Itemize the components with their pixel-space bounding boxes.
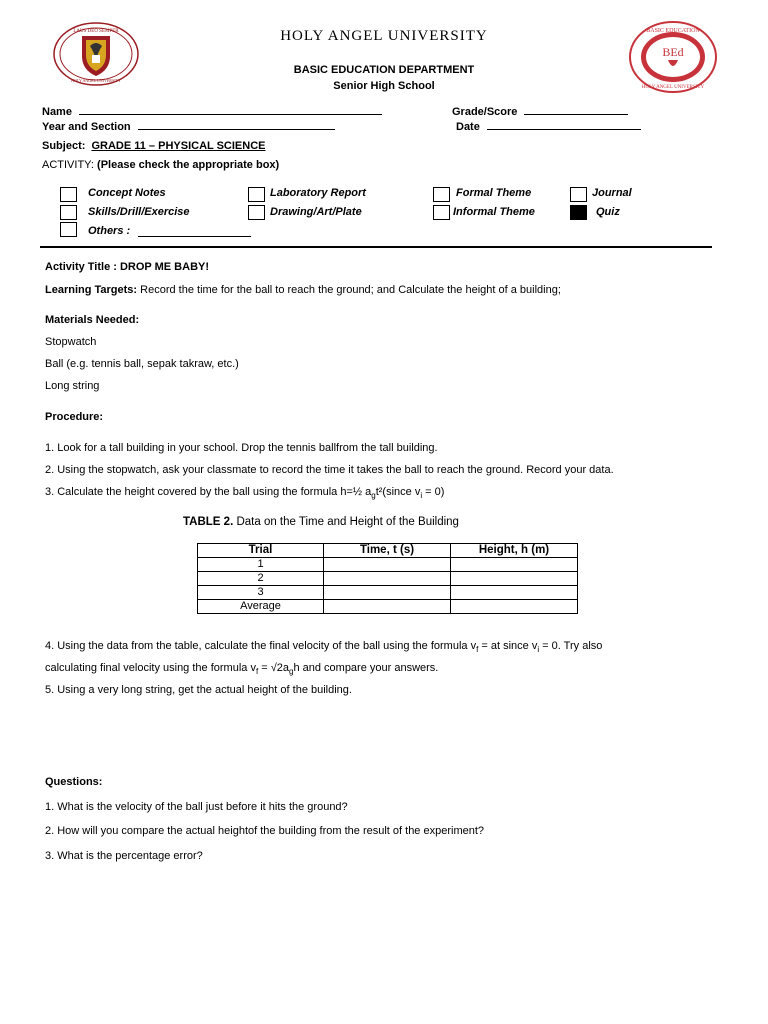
table-caption: [183, 516, 459, 528]
others-label: Others :: [88, 225, 131, 237]
logo-mark-text: BEd: [662, 45, 684, 59]
name-row: [42, 103, 382, 118]
grade-field[interactable]: [524, 103, 628, 115]
subject-label: Subject:: [42, 140, 86, 152]
step-3-end: = 0): [422, 486, 445, 498]
learning-targets: [45, 284, 561, 296]
formal-theme-checkbox[interactable]: [433, 187, 450, 202]
logo-top-text: BASIC EDUCATION: [646, 28, 700, 34]
name-field[interactable]: [79, 103, 382, 115]
table-row: [198, 558, 578, 572]
seal-name-text: HOLY ANGEL UNIVERSITY: [71, 78, 121, 83]
laboratory-report-label: Laboratory Report: [270, 187, 366, 199]
question-item: 3. What is the percentage error?: [45, 850, 203, 862]
step-3-sub2: i: [420, 491, 423, 501]
logo-bottom-text: HOLY ANGEL UNIVERSITY: [641, 85, 705, 90]
procedure-step-2: 2. Using the stopwatch, ask your classmate to record the time it takes the ball to reach the ground. Record your data.: [45, 464, 614, 476]
material-item: Stopwatch: [45, 336, 97, 348]
activity-label: ACTIVITY:: [42, 159, 94, 171]
material-item: Ball (e.g. tennis ball, sepak takraw, etc.): [45, 358, 239, 370]
table-cell: Average: [198, 600, 324, 614]
procedure-label: Procedure:: [45, 411, 104, 423]
drawing-checkbox[interactable]: [248, 205, 265, 220]
others-checkbox[interactable]: [60, 222, 77, 237]
table-caption-text: Data on the Time and Height of the Building: [233, 516, 459, 528]
grade-label: Grade/Score: [452, 106, 518, 118]
table-header-cell: Height, h (m): [451, 544, 578, 558]
procedure-step-4b: [45, 662, 438, 676]
height-input-cell[interactable]: [451, 600, 578, 614]
step-4a-sub: f: [476, 645, 479, 655]
journal-label: Journal: [592, 187, 632, 199]
date-field[interactable]: [487, 118, 641, 130]
learning-targets-text: Record the time for the ball to reach the ground; and Calculate the height of a building;: [140, 284, 561, 296]
procedure-step-5: 5. Using a very long string, get the actual height of the building.: [45, 684, 352, 696]
table-header-cell: Time, t (s): [324, 544, 451, 558]
year-field[interactable]: [138, 118, 335, 130]
step-3-sub: g: [371, 491, 376, 501]
question-item: 1. What is the velocity of the ball just before it hits the ground?: [45, 801, 348, 813]
formal-theme-label: Formal Theme: [456, 187, 532, 199]
step-4a-end: = 0. Try also: [539, 640, 603, 652]
table-row: [198, 586, 578, 600]
informal-theme-checkbox[interactable]: [433, 205, 450, 220]
step-3-text: 3. Calculate the height covered by the ball using the formula h=½ a: [45, 486, 372, 498]
height-input-cell[interactable]: [451, 586, 578, 600]
table-cell: 3: [198, 586, 324, 600]
procedure-step-1: 1. Look for a tall building in your school. Drop the tennis ballfrom the tall building.: [45, 442, 438, 454]
height-input-cell[interactable]: [451, 572, 578, 586]
date-row: [456, 118, 641, 133]
activity-title: Activity Title : DROP ME BABY!: [45, 261, 210, 273]
department-name: BASIC EDUCATION DEPARTMENT: [293, 64, 475, 76]
table-caption-number: TABLE 2.: [183, 516, 234, 528]
skills-checkbox[interactable]: [60, 205, 77, 220]
time-input-cell[interactable]: [324, 600, 451, 614]
step-4a-text: 4. Using the data from the table, calculate the final velocity of the ball using the formula v: [45, 640, 477, 652]
journal-checkbox[interactable]: [570, 187, 587, 202]
header-divider: [40, 246, 712, 248]
table-header-cell: Trial: [198, 544, 324, 558]
time-input-cell[interactable]: [324, 558, 451, 572]
step-4b-sub: f: [255, 667, 259, 677]
step-4a-mid: = at since v: [478, 640, 538, 652]
quiz-label: Quiz: [596, 206, 620, 218]
table-header-row: [198, 544, 578, 558]
time-input-cell[interactable]: [324, 586, 451, 600]
skills-label: Skills/Drill/Exercise: [88, 206, 190, 218]
step-3-rest: t²(since v: [375, 486, 421, 498]
date-label: Date: [456, 121, 480, 133]
step-4b-text: calculating final velocity using the formula v: [45, 662, 256, 674]
material-item: Long string: [45, 380, 100, 392]
subject-row: [42, 140, 265, 152]
materials-label: Materials Needed:: [45, 314, 140, 326]
year-row: [42, 118, 335, 133]
step-4b-mid: = √2a: [258, 662, 289, 674]
others-field[interactable]: [138, 236, 251, 237]
question-item: 2. How will you compare the actual heightof the building from the result of the experiment?: [45, 825, 485, 837]
activity-hint: (Please check the appropriate box): [97, 159, 280, 171]
drawing-label: Drawing/Art/Plate: [270, 206, 362, 218]
concept-notes-label: Concept Notes: [88, 187, 166, 199]
table-row: [198, 572, 578, 586]
name-label: Name: [42, 106, 72, 118]
informal-theme-label: Informal Theme: [453, 206, 535, 218]
quiz-checkbox[interactable]: [570, 205, 587, 220]
subject-value: GRADE 11 – PHYSICAL SCIENCE: [91, 140, 266, 152]
step-4b-end: h and compare your answers.: [293, 662, 439, 674]
questions-label: Questions:: [45, 776, 103, 788]
step-4b-sub2: g: [289, 667, 294, 677]
laboratory-report-checkbox[interactable]: [248, 187, 265, 202]
time-input-cell[interactable]: [324, 572, 451, 586]
data-table: [197, 543, 578, 614]
grade-row: [452, 103, 628, 118]
table-row: [198, 600, 578, 614]
table-cell: 2: [198, 572, 324, 586]
concept-notes-checkbox[interactable]: [60, 187, 77, 202]
table-cell: 1: [198, 558, 324, 572]
procedure-step-3: [45, 486, 444, 500]
height-input-cell[interactable]: [451, 558, 578, 572]
procedure-step-4a: [45, 640, 602, 654]
step-4a-sub2: i: [537, 645, 540, 655]
activity-row: [42, 159, 279, 171]
school-name: Senior High School: [333, 80, 435, 92]
seal-motto-text: LAUS DEO SEMPER: [73, 29, 119, 34]
learning-targets-label: Learning Targets:: [45, 284, 138, 296]
year-label: Year and Section: [42, 121, 131, 133]
university-name: HOLY ANGEL UNIVERSITY: [280, 28, 488, 44]
